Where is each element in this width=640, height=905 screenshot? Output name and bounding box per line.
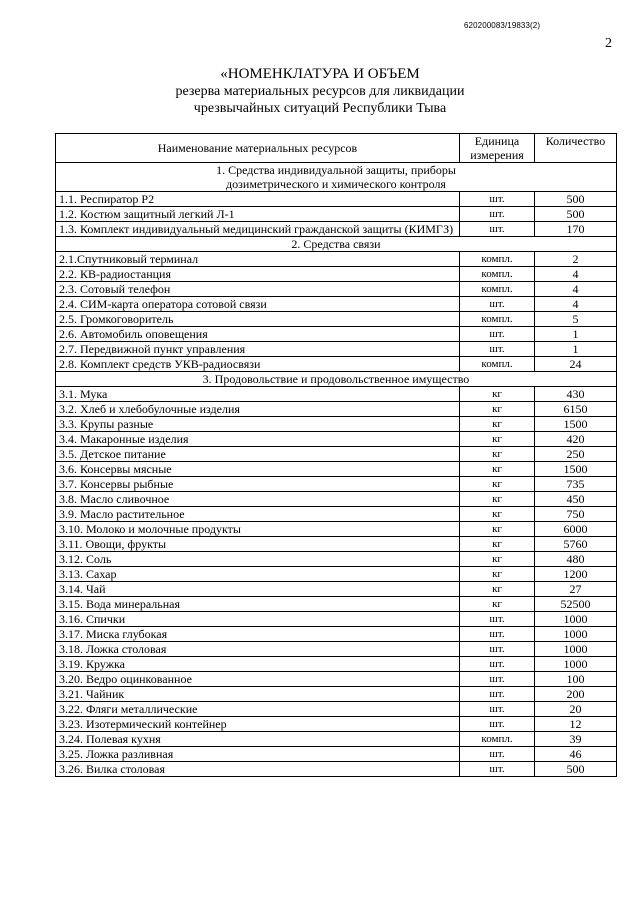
- table-row: [56, 717, 617, 732]
- unit-of-measure: шт.: [460, 342, 535, 357]
- quantity: 750: [535, 507, 617, 522]
- title-line-1: «НОМЕНКЛАТУРА И ОБЪЕМ: [220, 66, 420, 82]
- unit-of-measure: шт.: [460, 642, 535, 657]
- table-row: [56, 657, 617, 672]
- resource-name: 3.21. Чайник: [56, 687, 460, 702]
- unit-of-measure: кг: [460, 567, 535, 582]
- unit-of-measure: кг: [460, 552, 535, 567]
- unit-of-measure: компл.: [460, 357, 535, 372]
- resource-name: 1.1. Респиратор Р2: [56, 192, 460, 207]
- unit-of-measure: шт.: [460, 747, 535, 762]
- table-row: [56, 597, 617, 612]
- resource-name: 3.3. Крупы разные: [56, 417, 460, 432]
- section-title-line-1: 3. Продовольствие и продовольственное имущество: [202, 372, 470, 386]
- quantity: 2: [535, 252, 617, 267]
- unit-of-measure: шт.: [460, 762, 535, 777]
- quantity: 1000: [535, 627, 617, 642]
- quantity: 450: [535, 492, 617, 507]
- resource-name: 2.6. Автомобиль оповещения: [56, 327, 460, 342]
- table-row: [56, 537, 617, 552]
- resource-name: 2.8. Комплект средств УКВ-радиосвязи: [56, 357, 460, 372]
- unit-of-measure: шт.: [460, 222, 535, 237]
- table-row: [56, 207, 617, 222]
- table-row: [56, 417, 617, 432]
- quantity: 6150: [535, 402, 617, 417]
- resource-name: 3.13. Сахар: [56, 567, 460, 582]
- quantity: 4: [535, 267, 617, 282]
- unit-of-measure: компл.: [460, 732, 535, 747]
- quantity: 39: [535, 732, 617, 747]
- resource-name: 3.25. Ложка разливная: [56, 747, 460, 762]
- table-row: [56, 522, 617, 537]
- section-title-line-1: 2. Средства связи: [291, 237, 381, 251]
- unit-of-measure: шт.: [460, 297, 535, 312]
- quantity: 1500: [535, 462, 617, 477]
- resource-name: 3.14. Чай: [56, 582, 460, 597]
- table-row: [56, 432, 617, 447]
- table-row: [56, 747, 617, 762]
- table-row: [56, 357, 617, 372]
- resource-name: 3.22. Фляги металлические: [56, 702, 460, 717]
- resource-name: 1.2. Костюм защитный легкий Л-1: [56, 207, 460, 222]
- unit-of-measure: кг: [460, 537, 535, 552]
- table-row: [56, 267, 617, 282]
- unit-of-measure: кг: [460, 387, 535, 402]
- quantity: 500: [535, 192, 617, 207]
- quantity: 5760: [535, 537, 617, 552]
- table-row: [56, 762, 617, 777]
- unit-of-measure: шт.: [460, 327, 535, 342]
- quantity: 1000: [535, 612, 617, 627]
- quantity: 500: [535, 207, 617, 222]
- table-row: [56, 552, 617, 567]
- resource-name: 3.17. Миска глубокая: [56, 627, 460, 642]
- table-row: [56, 612, 617, 627]
- unit-of-measure: компл.: [460, 252, 535, 267]
- resource-name: 3.24. Полевая кухня: [56, 732, 460, 747]
- table-row: [56, 477, 617, 492]
- section-title-line-2: дозиметрического и химического контроля: [226, 177, 446, 191]
- table-row: [56, 507, 617, 522]
- quantity: 46: [535, 747, 617, 762]
- unit-of-measure: кг: [460, 432, 535, 447]
- header-name: Наименование материальных ресурсов: [56, 134, 460, 163]
- table-header-row: [56, 134, 617, 163]
- unit-of-measure: шт.: [460, 687, 535, 702]
- unit-of-measure: шт.: [460, 717, 535, 732]
- unit-of-measure: кг: [460, 492, 535, 507]
- table-row: [56, 732, 617, 747]
- table-row: [56, 567, 617, 582]
- resource-name: 2.2. КВ-радиостанция: [56, 267, 460, 282]
- section-title-line-1: 1. Средства индивидуальной защиты, приборы: [216, 163, 456, 177]
- quantity: 735: [535, 477, 617, 492]
- title-line-3: чрезвычайных ситуаций Республики Тыва: [193, 101, 447, 116]
- unit-of-measure: кг: [460, 507, 535, 522]
- table-row: [56, 327, 617, 342]
- unit-of-measure: кг: [460, 477, 535, 492]
- table-row: [56, 282, 617, 297]
- resource-name: 3.8. Масло сливочное: [56, 492, 460, 507]
- resource-name: 3.26. Вилка столовая: [56, 762, 460, 777]
- resource-name: 3.15. Вода минеральная: [56, 597, 460, 612]
- quantity: 430: [535, 387, 617, 402]
- resource-name: 3.19. Кружка: [56, 657, 460, 672]
- table-row: [56, 252, 617, 267]
- quantity: 500: [535, 762, 617, 777]
- quantity: 480: [535, 552, 617, 567]
- quantity: 4: [535, 297, 617, 312]
- resource-name: 3.4. Макаронные изделия: [56, 432, 460, 447]
- unit-of-measure: шт.: [460, 702, 535, 717]
- unit-of-measure: кг: [460, 447, 535, 462]
- table-row: [56, 297, 617, 312]
- section-row: [56, 163, 617, 192]
- unit-of-measure: шт.: [460, 207, 535, 222]
- table-row: [56, 462, 617, 477]
- unit-of-measure: компл.: [460, 282, 535, 297]
- title-line-2: резерва материальных ресурсов для ликвидации: [175, 84, 465, 99]
- table-row: [56, 447, 617, 462]
- quantity: 24: [535, 357, 617, 372]
- resource-name: 3.20. Ведро оцинкованное: [56, 672, 460, 687]
- table-row: [56, 222, 617, 237]
- quantity: 4: [535, 282, 617, 297]
- table-body: [56, 163, 617, 777]
- resource-name: 3.1. Мука: [56, 387, 460, 402]
- quantity: 52500: [535, 597, 617, 612]
- quantity: 1500: [535, 417, 617, 432]
- quantity: 100: [535, 672, 617, 687]
- unit-of-measure: кг: [460, 462, 535, 477]
- section-row: [56, 372, 617, 387]
- table-row: [56, 387, 617, 402]
- resource-name: 3.16. Спички: [56, 612, 460, 627]
- unit-of-measure: кг: [460, 402, 535, 417]
- table-row: [56, 402, 617, 417]
- resource-name: 2.1.Спутниковый терминал: [56, 252, 460, 267]
- quantity: 27: [535, 582, 617, 597]
- header-unit: [460, 134, 535, 163]
- unit-of-measure: шт.: [460, 612, 535, 627]
- section-title: [56, 163, 617, 192]
- table-row: [56, 627, 617, 642]
- unit-of-measure: кг: [460, 417, 535, 432]
- unit-of-measure: кг: [460, 582, 535, 597]
- quantity: 1200: [535, 567, 617, 582]
- resource-name: 2.4. СИМ-карта оператора сотовой связи: [56, 297, 460, 312]
- table-row: [56, 342, 617, 357]
- unit-of-measure: кг: [460, 522, 535, 537]
- document-title: [0, 66, 640, 117]
- page-number: 2: [605, 36, 612, 51]
- resource-name: 2.7. Передвижной пункт управления: [56, 342, 460, 357]
- resource-name: 3.7. Консервы рыбные: [56, 477, 460, 492]
- quantity: 5: [535, 312, 617, 327]
- unit-of-measure: шт.: [460, 672, 535, 687]
- resource-name: 3.23. Изотермический контейнер: [56, 717, 460, 732]
- unit-of-measure: компл.: [460, 312, 535, 327]
- quantity: 170: [535, 222, 617, 237]
- quantity: 1000: [535, 642, 617, 657]
- unit-of-measure: компл.: [460, 267, 535, 282]
- unit-of-measure: шт.: [460, 657, 535, 672]
- quantity: 20: [535, 702, 617, 717]
- section-title: [56, 237, 617, 252]
- resource-name: 3.9. Масло растительное: [56, 507, 460, 522]
- table-row: [56, 312, 617, 327]
- section-row: [56, 237, 617, 252]
- document-id: 620200083/19833(2): [464, 21, 541, 30]
- resources-table: [55, 133, 617, 777]
- header-unit-line-1: Единица: [474, 134, 520, 148]
- quantity: 200: [535, 687, 617, 702]
- table-row: [56, 702, 617, 717]
- resource-name: 3.12. Соль: [56, 552, 460, 567]
- quantity: 6000: [535, 522, 617, 537]
- resource-name: 3.6. Консервы мясные: [56, 462, 460, 477]
- table-row: [56, 492, 617, 507]
- quantity: 12: [535, 717, 617, 732]
- resource-name: 3.5. Детское питание: [56, 447, 460, 462]
- table-row: [56, 672, 617, 687]
- quantity: 250: [535, 447, 617, 462]
- resource-name: 2.5. Громкоговоритель: [56, 312, 460, 327]
- resource-name: 1.3. Комплект индивидуальный медицинский гражданской защиты (КИМГЗ): [56, 222, 460, 237]
- quantity: 1: [535, 342, 617, 357]
- resource-name: 3.10. Молоко и молочные продукты: [56, 522, 460, 537]
- table-row: [56, 687, 617, 702]
- unit-of-measure: шт.: [460, 627, 535, 642]
- resource-name: 2.3. Сотовый телефон: [56, 282, 460, 297]
- unit-of-measure: шт.: [460, 192, 535, 207]
- quantity: 1000: [535, 657, 617, 672]
- section-title: [56, 372, 617, 387]
- header-qty: Количество: [535, 134, 617, 163]
- quantity: 1: [535, 327, 617, 342]
- table-row: [56, 582, 617, 597]
- table-row: [56, 642, 617, 657]
- unit-of-measure: кг: [460, 597, 535, 612]
- quantity: 420: [535, 432, 617, 447]
- header-unit-line-2: измерения: [470, 148, 524, 162]
- table-row: [56, 192, 617, 207]
- resource-name: 3.2. Хлеб и хлебобулочные изделия: [56, 402, 460, 417]
- resource-name: 3.11. Овощи, фрукты: [56, 537, 460, 552]
- resource-name: 3.18. Ложка столовая: [56, 642, 460, 657]
